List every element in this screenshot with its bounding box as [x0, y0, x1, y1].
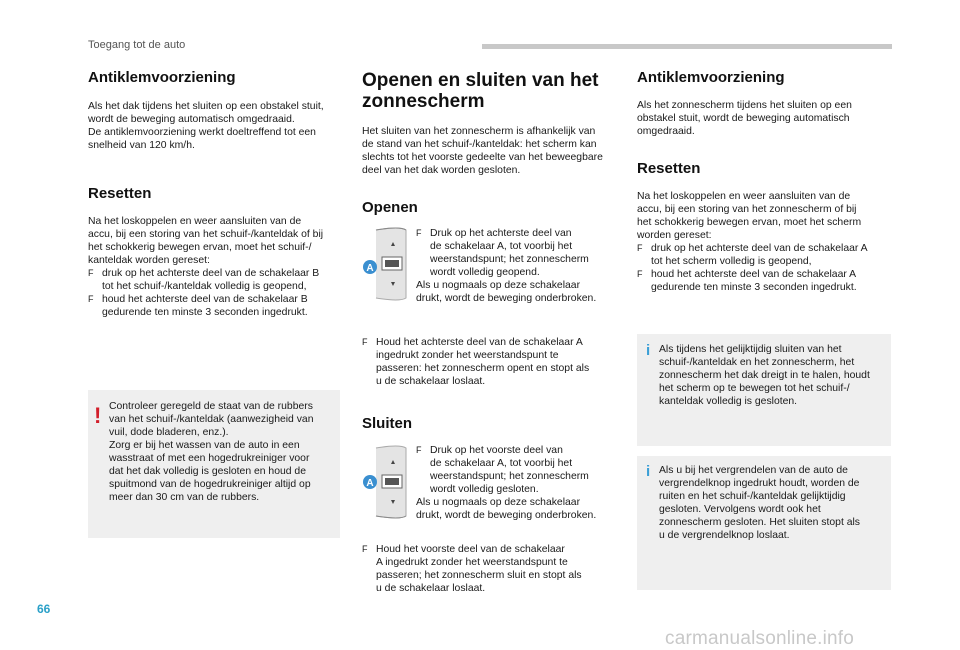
bullet-line: druk op het achterste deel van de schakelaar A — [651, 243, 868, 254]
text-line: kanteldak worden gereset: — [88, 255, 210, 266]
bullet-line: u de schakelaar loslaat. — [376, 376, 486, 387]
bullet-line: gedurende ten minste 3 seconden ingedrukt. — [651, 282, 857, 293]
text-line: Na het loskoppelen en weer aansluiten van de — [88, 216, 302, 227]
text-line: schuif-/kanteldak en het zonnescherm, het — [659, 357, 855, 368]
text-line: vuil, dode bladeren, enz.). — [109, 427, 229, 438]
text-line: Als u nogmaals op deze schakelaar — [416, 280, 581, 291]
bullet-icon: F — [88, 268, 94, 278]
text-line: meer dan 30 cm van de rubbers. — [109, 492, 260, 503]
text-line: Als tijdens het gelijktijdig sluiten van het — [659, 344, 842, 355]
text-line: Als u bij het vergrendelen van de auto de — [659, 465, 848, 476]
text-line: snelheid van 120 km/h. — [88, 140, 195, 151]
open-hold-instructions — [362, 336, 622, 388]
close-instructions — [416, 444, 626, 522]
bullet-item — [637, 268, 892, 294]
bullet-line: Houd het voorste deel van de schakelaar — [376, 544, 565, 555]
heading-resetten: Resetten — [88, 185, 152, 202]
text-line: omgedraaid. — [637, 126, 695, 137]
text-line: dat het dak volledig is gesloten en houd de — [109, 466, 306, 477]
text-line: zonnescherm gesloten. Het sluiten stopt als — [659, 517, 860, 528]
text-line: het schokkerig bewegen ervan, moet het schuif-/ — [88, 242, 312, 253]
bullet-line: Druk op het achterste deel van — [430, 228, 572, 239]
open-instructions — [416, 227, 626, 305]
text-line: u de vergrendelknop loslaat. — [659, 530, 790, 541]
text-line: worden gereset: — [637, 230, 712, 241]
bullet-icon: F — [416, 445, 422, 455]
text-line: het scherm op te bewegen tot het schuif-/ — [659, 383, 850, 394]
watermark: carmanualsonline.info — [665, 628, 855, 649]
bullet-line: wordt volledig gesloten. — [430, 484, 539, 495]
bullet-line: wordt volledig geopend. — [430, 267, 540, 278]
text-line: De antiklemvoorziening werkt doeltreffend tot een — [88, 127, 316, 138]
column-3 — [637, 69, 892, 294]
heading-antiklem: Antiklemvoorziening — [88, 69, 236, 86]
column-2 — [362, 70, 617, 217]
text-line: wordt de beweging automatisch omgedraaid. — [88, 114, 295, 125]
info-box-1 — [637, 334, 891, 446]
bullet-line: tot het scherm volledig is geopend, — [651, 256, 812, 267]
bullet-icon: F — [88, 294, 94, 304]
bullet-line: A ingedrukt zonder het weerstandspunt te — [376, 557, 568, 568]
text-line: accu, bij een storing van het schuif-/kanteldak of bij — [88, 229, 324, 240]
info-icon: i — [646, 342, 651, 359]
bullet-item — [416, 444, 626, 496]
bullet-line: passeren: het zonnescherm opent en stopt als — [376, 363, 590, 374]
text-line: Het sluiten van het zonnescherm is afhankelijk van — [362, 126, 596, 137]
bullet-icon: F — [362, 337, 368, 347]
bullet-line: de schakelaar A, tot voorbij het — [430, 458, 573, 469]
bullet-item — [362, 336, 622, 388]
running-header: Toegang tot de auto — [88, 39, 186, 51]
heading-line: Openen en sluiten van het — [362, 70, 599, 91]
bullet-line: weerstandspunt; het zonnescherm — [430, 471, 589, 482]
column-1 — [88, 69, 338, 319]
text-line: van het schuif-/kanteldak (aanwezigheid van — [109, 414, 314, 425]
bullet-line: ingedrukt zonder het weerstandspunt te — [376, 350, 559, 361]
bullet-icon: F — [637, 269, 643, 279]
heading-line: zonnescherm — [362, 91, 485, 112]
bullet-line: druk op het achterste deel van de schakelaar B — [102, 268, 320, 279]
bullet-item — [362, 543, 622, 595]
text-line: Zorg er bij het wassen van de auto in een — [109, 440, 300, 451]
text-line: obstakel stuit, wordt de beweging automatisch — [637, 113, 850, 124]
text-line: drukt, wordt de beweging onderbroken. — [416, 510, 597, 521]
warning-box — [88, 390, 340, 538]
close-hold-instructions — [362, 543, 622, 595]
text-line: spuitmond van de hogedrukreiniger altijd op — [109, 479, 311, 490]
text-line: Na het loskoppelen en weer aansluiten van de — [637, 191, 851, 202]
text-line: Als u nogmaals op deze schakelaar — [416, 497, 581, 508]
bullet-item — [88, 267, 338, 293]
text-line: zonnescherm het dak dreigt in te halen, houdt — [659, 370, 870, 381]
bullet-line: u de schakelaar loslaat. — [376, 583, 486, 594]
heading-openen: Openen — [362, 199, 418, 216]
bullet-line: Druk op het voorste deel van — [430, 445, 563, 456]
bullet-item — [637, 242, 892, 268]
text-line: de stand van het schuif-/kanteldak: het scherm kan — [362, 139, 597, 150]
text-line: vergrendelknop ingedrukt houdt, worden de — [659, 478, 860, 489]
info-icon: i — [646, 463, 651, 480]
info-box-2 — [637, 456, 891, 590]
heading-sluiten: Sluiten — [362, 415, 413, 432]
bullet-line: tot het schuif-/kanteldak volledig is geopend, — [102, 281, 307, 292]
text-line: het schokkerig bewegen ervan, moet het scherm — [637, 217, 862, 228]
bullet-icon: F — [416, 228, 422, 238]
label-a: A — [366, 263, 374, 274]
bullet-line: passeren; het zonnescherm sluit en stopt als — [376, 570, 582, 581]
label-a: A — [366, 478, 374, 489]
page-number: 66 — [37, 602, 51, 616]
text-line: kanteldak volledig is gesloten. — [659, 396, 798, 407]
text-line: drukt, wordt de beweging onderbroken. — [416, 293, 597, 304]
text-line: gesloten. Vervolgens wordt ook het — [659, 504, 821, 515]
warning-icon: ! — [94, 403, 102, 428]
bullet-line: houd het achterste deel van de schakelaar A — [651, 269, 857, 280]
text-line: ruiten en het schuif-/kanteldak gelijktijdig — [659, 491, 846, 502]
text-line: wasstraat of met een hogedrukreiniger voor — [109, 453, 310, 464]
heading-resetten-2: Resetten — [637, 160, 701, 177]
text-line: slechts tot het voorste gedeelte van het beweegbare — [362, 152, 603, 163]
header-bar — [482, 44, 892, 49]
text-line: Als het zonnescherm tijdens het sluiten op een — [637, 100, 852, 111]
bullet-line: de schakelaar A, tot voorbij het — [430, 241, 573, 252]
bullet-item — [88, 293, 338, 319]
bullet-icon: F — [637, 243, 643, 253]
text-line: accu, bij een storing van het zonnescherm of bij — [637, 204, 857, 215]
bullet-line: houd het achterste deel van de schakelaar B — [102, 294, 308, 305]
bullet-item — [416, 227, 626, 279]
bullet-icon: F — [362, 544, 368, 554]
bullet-line: gedurende ten minste 3 seconden ingedrukt. — [102, 307, 308, 318]
bullet-line: weerstandspunt; het zonnescherm — [430, 254, 589, 265]
text-line: deel van het dak worden gesloten. — [362, 165, 521, 176]
text-line: Als het dak tijdens het sluiten op een obstakel stuit, — [88, 101, 324, 112]
bullet-line: Houd het achterste deel van de schakelaar A — [376, 337, 583, 348]
text-line: Controleer geregeld de staat van de rubbers — [109, 401, 313, 412]
heading-antiklem-2: Antiklemvoorziening — [637, 69, 785, 86]
heading-main — [362, 70, 617, 112]
